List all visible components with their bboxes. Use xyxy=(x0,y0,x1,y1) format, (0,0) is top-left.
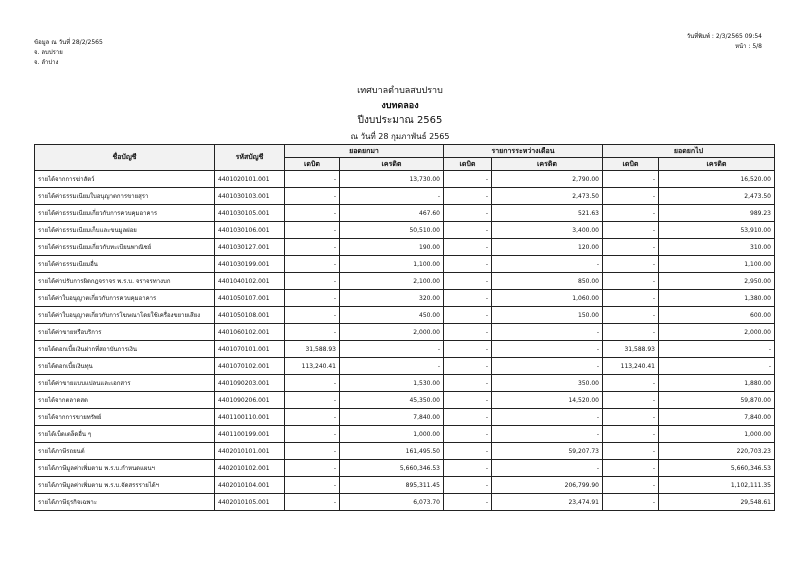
fiscal-year: ปีงบประมาณ 2565 xyxy=(357,115,443,126)
bf-debit-cell: - xyxy=(285,290,340,307)
month-credit-cell: 2,790.00 xyxy=(492,171,603,188)
month-credit-cell: - xyxy=(492,341,603,358)
bf-debit-cell: - xyxy=(285,307,340,324)
account-name-cell: รายได้ค่าธรรมเนียมอื่น xyxy=(35,256,215,273)
cf-credit-cell: - xyxy=(659,358,775,375)
account-name-cell: รายได้ค่าขายแบบแปลนและเอกสาร xyxy=(35,375,215,392)
bf-debit-cell: - xyxy=(285,494,340,511)
month-credit-cell: 206,799.90 xyxy=(492,477,603,494)
trial-balance-table xyxy=(34,144,775,511)
month-credit-cell: - xyxy=(492,409,603,426)
month-credit-cell: 120.00 xyxy=(492,239,603,256)
table-row xyxy=(35,205,775,222)
month-debit-cell: - xyxy=(444,409,492,426)
account-code-cell: 4402010102.001 xyxy=(215,460,285,477)
cf-debit-cell: - xyxy=(603,171,659,188)
cf-credit-cell: 220,703.23 xyxy=(659,443,775,460)
account-name-cell: รายได้ค่าธรรมเนียมใบอนุญาตการขายสุรา xyxy=(35,188,215,205)
bf-credit-cell: 190.00 xyxy=(340,239,444,256)
month-debit-cell: - xyxy=(444,273,492,290)
bf-credit-cell: - xyxy=(340,188,444,205)
cf-credit-cell: 2,950.00 xyxy=(659,273,775,290)
account-code-cell: 4401040102.001 xyxy=(215,273,285,290)
cf-debit-cell: - xyxy=(603,426,659,443)
cf-debit-cell: - xyxy=(603,494,659,511)
bf-debit-cell: - xyxy=(285,256,340,273)
month-credit-cell: 521.63 xyxy=(492,205,603,222)
cf-debit-cell: - xyxy=(603,239,659,256)
account-code-cell: 4401020101.001 xyxy=(215,171,285,188)
province-label: จ. ลำปาง xyxy=(34,59,59,66)
cf-debit-cell: - xyxy=(603,375,659,392)
cf-credit-cell: 29,548.61 xyxy=(659,494,775,511)
bf-debit-cell: - xyxy=(285,477,340,494)
bf-credit-cell: 450.00 xyxy=(340,307,444,324)
month-debit-cell: - xyxy=(444,477,492,494)
table-row xyxy=(35,222,775,239)
month-credit-cell: - xyxy=(492,460,603,477)
ledger-body xyxy=(35,171,775,511)
account-name-cell: รายได้จากการฆ่าสัตว์ xyxy=(35,171,215,188)
cf-credit-cell: 1,880.00 xyxy=(659,375,775,392)
bf-debit-cell: - xyxy=(285,460,340,477)
table-row xyxy=(35,324,775,341)
account-name-cell: รายได้จากตลาดสด xyxy=(35,392,215,409)
month-credit-cell: - xyxy=(492,426,603,443)
as-of-date: ณ วันที่ 28 กุมภาพันธ์ 2565 xyxy=(350,132,450,141)
header-month-items: รายการระหว่างเดือน xyxy=(444,145,603,158)
cf-credit-cell: 989.23 xyxy=(659,205,775,222)
month-credit-cell: - xyxy=(492,358,603,375)
header-account-name: ชื่อบัญชี xyxy=(35,145,215,171)
table-row xyxy=(35,426,775,443)
month-debit-cell: - xyxy=(444,375,492,392)
header-carried-forward: ยอดยกไป xyxy=(603,145,775,158)
table-row xyxy=(35,358,775,375)
account-name-cell: รายได้เบ็ดเตล็ดอื่น ๆ xyxy=(35,426,215,443)
header-bf-debit: เดบิต xyxy=(285,158,340,171)
account-name-cell: รายได้ภาษีธุรกิจเฉพาะ xyxy=(35,494,215,511)
table-row xyxy=(35,290,775,307)
account-name-cell: รายได้ดอกเบี้ยเงินฝากที่สถาบันการเงิน xyxy=(35,341,215,358)
cf-credit-cell: 53,910.00 xyxy=(659,222,775,239)
month-credit-cell: 150.00 xyxy=(492,307,603,324)
print-date: วันที่พิมพ์ : 2/3/2565 09:54 xyxy=(686,33,762,40)
account-code-cell: 4402010101.001 xyxy=(215,443,285,460)
header-brought-forward: ยอดยกมา xyxy=(285,145,444,158)
cf-credit-cell: 310.00 xyxy=(659,239,775,256)
header-cf-debit: เดบิต xyxy=(603,158,659,171)
table-row xyxy=(35,273,775,290)
bf-credit-cell: 1,000.00 xyxy=(340,426,444,443)
account-name-cell: รายได้ค่าใบอนุญาตเกี่ยวกับการโฆษณาโดยใช้เครื่องขยายเสียง xyxy=(35,307,215,324)
account-code-cell: 4401060102.001 xyxy=(215,324,285,341)
table-row xyxy=(35,188,775,205)
bf-credit-cell: 2,000.00 xyxy=(340,324,444,341)
bf-credit-cell: 13,730.00 xyxy=(340,171,444,188)
cf-debit-cell: - xyxy=(603,307,659,324)
account-name-cell: รายได้ค่าใบอนุญาตเกี่ยวกับการควบคุมอาคาร xyxy=(35,290,215,307)
cf-credit-cell: 2,473.50 xyxy=(659,188,775,205)
month-debit-cell: - xyxy=(444,188,492,205)
table-row xyxy=(35,239,775,256)
account-code-cell: 4401100199.001 xyxy=(215,426,285,443)
account-code-cell: 4401050107.001 xyxy=(215,290,285,307)
cf-debit-cell: - xyxy=(603,477,659,494)
account-code-cell: 4401030127.001 xyxy=(215,239,285,256)
table-row xyxy=(35,460,775,477)
table-row xyxy=(35,443,775,460)
cf-debit-cell: - xyxy=(603,409,659,426)
account-code-cell: 4401090203.001 xyxy=(215,375,285,392)
cf-debit-cell: - xyxy=(603,205,659,222)
month-debit-cell: - xyxy=(444,205,492,222)
account-code-cell: 4402010105.001 xyxy=(215,494,285,511)
month-debit-cell: - xyxy=(444,307,492,324)
month-debit-cell: - xyxy=(444,239,492,256)
cf-credit-cell: 600.00 xyxy=(659,307,775,324)
cf-credit-cell: 16,520.00 xyxy=(659,171,775,188)
cf-credit-cell: 1,100.00 xyxy=(659,256,775,273)
cf-debit-cell: - xyxy=(603,222,659,239)
bf-debit-cell: - xyxy=(285,188,340,205)
cf-credit-cell: 1,000.00 xyxy=(659,426,775,443)
bf-credit-cell: 6,073.70 xyxy=(340,494,444,511)
month-debit-cell: - xyxy=(444,494,492,511)
month-debit-cell: - xyxy=(444,222,492,239)
account-name-cell: รายได้ค่าปรับการผิดกฎจราจร พ.ร.บ. จราจรทางบก xyxy=(35,273,215,290)
account-name-cell: รายได้ภาษีรถยนต์ xyxy=(35,443,215,460)
account-code-cell: 4401030199.001 xyxy=(215,256,285,273)
bf-debit-cell: - xyxy=(285,392,340,409)
data-date: ข้อมูล ณ วันที่ 28/2/2565 xyxy=(34,39,103,46)
account-name-cell: รายได้จากการขายทรัพย์ xyxy=(35,409,215,426)
month-debit-cell: - xyxy=(444,324,492,341)
table-row xyxy=(35,341,775,358)
month-debit-cell: - xyxy=(444,443,492,460)
month-credit-cell: 14,520.00 xyxy=(492,392,603,409)
bf-debit-cell: - xyxy=(285,426,340,443)
cf-debit-cell: 31,588.93 xyxy=(603,341,659,358)
table-row xyxy=(35,477,775,494)
bf-credit-cell: 1,530.00 xyxy=(340,375,444,392)
report-title: งบทดลอง xyxy=(381,101,419,111)
table-row xyxy=(35,307,775,324)
header-cf-credit: เครดิต xyxy=(659,158,775,171)
month-debit-cell: - xyxy=(444,290,492,307)
month-debit-cell: - xyxy=(444,171,492,188)
report-meta-left xyxy=(34,38,103,68)
bf-debit-cell: 31,588.93 xyxy=(285,341,340,358)
bf-debit-cell: - xyxy=(285,239,340,256)
month-credit-cell: - xyxy=(492,256,603,273)
page-number: หน้า : 5/8 xyxy=(735,43,762,50)
cf-credit-cell: 2,000.00 xyxy=(659,324,775,341)
account-code-cell: 4401050108.001 xyxy=(215,307,285,324)
account-name-cell: รายได้ภาษีมูลค่าเพิ่มตาม พ.ร.บ.จัดสรรรายได้ฯ xyxy=(35,477,215,494)
month-debit-cell: - xyxy=(444,256,492,273)
month-debit-cell: - xyxy=(444,460,492,477)
bf-debit-cell: - xyxy=(285,171,340,188)
bf-credit-cell: 2,100.00 xyxy=(340,273,444,290)
month-credit-cell: 23,474.91 xyxy=(492,494,603,511)
bf-credit-cell: 45,350.00 xyxy=(340,392,444,409)
cf-credit-cell: 59,870.00 xyxy=(659,392,775,409)
table-row xyxy=(35,171,775,188)
bf-credit-cell: - xyxy=(340,358,444,375)
bf-debit-cell: - xyxy=(285,375,340,392)
table-row xyxy=(35,256,775,273)
month-credit-cell: 850.00 xyxy=(492,273,603,290)
cf-credit-cell: 7,840.00 xyxy=(659,409,775,426)
cf-credit-cell: 1,380.00 xyxy=(659,290,775,307)
account-code-cell: 4402010104.001 xyxy=(215,477,285,494)
bf-debit-cell: - xyxy=(285,443,340,460)
month-credit-cell: - xyxy=(492,324,603,341)
header-m-debit: เดบิต xyxy=(444,158,492,171)
bf-credit-cell: 7,840.00 xyxy=(340,409,444,426)
cf-debit-cell: - xyxy=(603,256,659,273)
bf-debit-cell: - xyxy=(285,324,340,341)
cf-debit-cell: - xyxy=(603,460,659,477)
bf-credit-cell: 320.00 xyxy=(340,290,444,307)
month-debit-cell: - xyxy=(444,358,492,375)
bf-credit-cell: 895,311.45 xyxy=(340,477,444,494)
bf-debit-cell: - xyxy=(285,222,340,239)
cf-debit-cell: 113,240.41 xyxy=(603,358,659,375)
organization-name: เทศบาลตำบลสบปราบ xyxy=(357,86,443,96)
table-row xyxy=(35,375,775,392)
account-code-cell: 4401070102.001 xyxy=(215,358,285,375)
table-row xyxy=(35,409,775,426)
account-name-cell: รายได้ภาษีมูลค่าเพิ่มตาม พ.ร.บ.กำหนดแผนฯ xyxy=(35,460,215,477)
bf-credit-cell: 50,510.00 xyxy=(340,222,444,239)
account-code-cell: 4401090206.001 xyxy=(215,392,285,409)
month-debit-cell: - xyxy=(444,341,492,358)
cf-credit-cell: 5,660,346.53 xyxy=(659,460,775,477)
account-name-cell: รายได้ค่าธรรมเนียมเกี่ยวกับทะเบียนพาณิชย์ xyxy=(35,239,215,256)
account-code-cell: 4401030103.001 xyxy=(215,188,285,205)
cf-debit-cell: - xyxy=(603,290,659,307)
account-code-cell: 4401030105.001 xyxy=(215,205,285,222)
bf-debit-cell: - xyxy=(285,273,340,290)
account-name-cell: รายได้ค่าธรรมเนียมเก็บและขนมูลฝอย xyxy=(35,222,215,239)
month-debit-cell: - xyxy=(444,392,492,409)
cf-debit-cell: - xyxy=(603,392,659,409)
month-debit-cell: - xyxy=(444,426,492,443)
bf-credit-cell: 161,495.50 xyxy=(340,443,444,460)
bf-debit-cell: - xyxy=(285,205,340,222)
bf-credit-cell: 467.60 xyxy=(340,205,444,222)
month-credit-cell: 2,473.50 xyxy=(492,188,603,205)
account-code-cell: 4401070101.001 xyxy=(215,341,285,358)
account-code-cell: 4401030106.001 xyxy=(215,222,285,239)
month-credit-cell: 350.00 xyxy=(492,375,603,392)
cf-debit-cell: - xyxy=(603,324,659,341)
cf-credit-cell: - xyxy=(659,341,775,358)
table-row xyxy=(35,392,775,409)
table-row xyxy=(35,494,775,511)
report-meta-right xyxy=(687,32,762,52)
district-label: จ. ลบปราย xyxy=(34,49,63,56)
cf-credit-cell: 1,102,111.35 xyxy=(659,477,775,494)
header-bf-credit: เครดิต xyxy=(340,158,444,171)
bf-credit-cell: 5,660,346.53 xyxy=(340,460,444,477)
bf-debit-cell: 113,240.41 xyxy=(285,358,340,375)
month-credit-cell: 59,207.73 xyxy=(492,443,603,460)
account-name-cell: รายได้ดอกเบี้ยเงินทุน xyxy=(35,358,215,375)
cf-debit-cell: - xyxy=(603,443,659,460)
bf-credit-cell: - xyxy=(340,341,444,358)
header-account-code: รหัสบัญชี xyxy=(215,145,285,171)
cf-debit-cell: - xyxy=(603,273,659,290)
account-code-cell: 4401100110.001 xyxy=(215,409,285,426)
account-name-cell: รายได้ค่าขายหรือบริการ xyxy=(35,324,215,341)
month-credit-cell: 1,060.00 xyxy=(492,290,603,307)
month-credit-cell: 3,400.00 xyxy=(492,222,603,239)
account-name-cell: รายได้ค่าธรรมเนียมเกี่ยวกับการควบคุมอาคาร xyxy=(35,205,215,222)
bf-debit-cell: - xyxy=(285,409,340,426)
header-m-credit: เครดิต xyxy=(492,158,603,171)
cf-debit-cell: - xyxy=(603,188,659,205)
bf-credit-cell: 1,100.00 xyxy=(340,256,444,273)
